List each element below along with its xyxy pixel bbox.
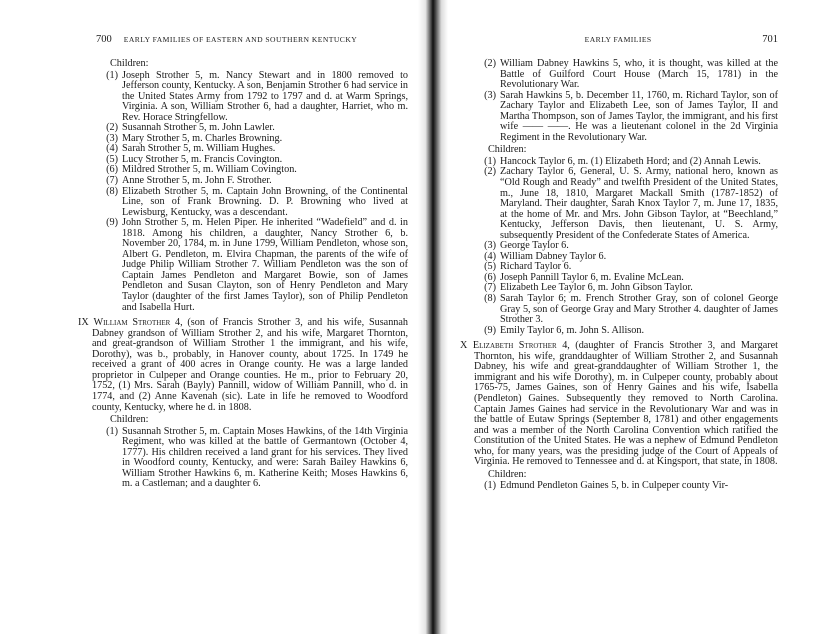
item-text: Lucy Strother 5, m. Francis Covington. <box>122 153 283 165</box>
item-text: Joseph Strother 5, m. Nancy Stewart and in 1800 removed to Jefferson county, Kentucky. A son, Benjamin Strother 6 had service in the United States Army from 1792 to 1797 and d. at Warm Springs, Virginia. A son, William Strother 6, had a daughter, Harriet, who m. Rev. Horace Stringfellow. <box>122 69 408 123</box>
item-text: Anne Strother 5, m. John F. Strother. <box>122 175 272 187</box>
left-page <box>78 34 408 490</box>
list-item <box>96 218 408 313</box>
item-number: (7) <box>106 175 118 187</box>
item-text: George Taylor 6. <box>500 240 569 252</box>
item-text: Zachary Taylor 6, General, U. S. Army, national hero, known as “Old Rough and Ready” and twelfth President of the United States, m., June 18, 1810, Margaret Mackall Smith (1787-1852) of Maryland. Their daughter, Sarah Knox Taylor 7, m. June 17, 1835, at the home of Mr. and Mrs. John Gibson Taylor, at “Beechland,” Kentucky, Jefferson Davis, then lieutenant, U. S. Army, subsequently President of the Confederate States of America. <box>500 166 778 241</box>
item-number: (3) <box>484 89 496 101</box>
list-item <box>96 71 408 124</box>
list-item <box>474 481 778 492</box>
item-number: (1) <box>484 155 496 167</box>
left-running-head <box>96 35 408 49</box>
list-item <box>474 294 778 326</box>
item-text: Richard Taylor 6. <box>500 261 572 273</box>
item-number: (4) <box>106 143 118 155</box>
item-text: William Dabney Taylor 6. <box>500 250 607 262</box>
item-number: (1) <box>484 480 496 492</box>
list-item <box>96 187 408 219</box>
right-running-head <box>474 35 778 49</box>
item-number: (9) <box>106 217 118 229</box>
item-number: (6) <box>106 164 118 176</box>
item-text: Sarah Hawkins 5, b. December 11, 1760, m. Richard Taylor, son of Zachary Taylor and Elizabeth Lee, son of James Taylor, II and Martha Thompson, son of James Taylor, the immigrant, and his first wife —— ——. He was a lieutenant colonel in the 2d Virginia Regiment in the Revolutionary War. <box>500 89 778 143</box>
item-text: Elizabeth Lee Taylor 6, m. John Gibson Taylor. <box>500 282 693 294</box>
entry-roman: IX <box>78 317 89 329</box>
list-item <box>474 59 778 91</box>
item-number: (8) <box>484 293 496 305</box>
children-heading: Children: <box>110 414 149 426</box>
item-text: Susannah Strother 5, m. Captain Moses Hawkins, of the 14th Virginia Regiment, who was killed at the battle of Germantown (October 4, 1777). His children received a land grant for his services. They lived in Woodford county, Kentucky, and were: Sarah Bailey Hawkins 6, William Strother Hawkins 6, m. Katherine Keith; Moses Hawkins 6, m. a Castleman; and a daughter 6. <box>122 425 408 490</box>
item-number: (2) <box>106 122 118 134</box>
item-number: (7) <box>484 282 496 294</box>
item-number: (9) <box>484 324 496 336</box>
item-text: Mildred Strother 5, m. William Covington. <box>122 164 297 176</box>
item-text: Emily Taylor 6, m. John S. Allison. <box>500 324 644 336</box>
item-text: John Strother 5, m. Helen Piper. He inherited “Wadefield” and d. in 1818. Among his children, a daughter, Nancy Strother 6, b. November 20, 1784, m. in June 1799, William Pendleton, whose son, Albert G. Pendleton, m. Elvira Chapman, the parents of the wife of Judge Philip William Strother 7. William Pendleton was the son of Captain James Pendleton and Margaret Bowie, son of James Pendleton and Susan Clayton, son of Henry Pendleton and Mary Taylor (daughter of the first James Taylor), son of Philip Pendleton and Isabella Hurt. <box>122 217 408 313</box>
item-number: (8) <box>106 185 118 197</box>
item-number: (1) <box>106 69 118 81</box>
children-heading: Children: <box>110 58 149 69</box>
item-text: Mary Strother 5, m. Charles Browning. <box>122 132 283 144</box>
list-item <box>474 167 778 241</box>
item-text: Susannah Strother 5, m. John Lawler. <box>122 122 275 134</box>
item-number: (3) <box>106 132 118 144</box>
list-item <box>96 176 408 187</box>
entry-name: Elizabeth Strother <box>472 340 557 352</box>
item-text: Joseph Pannill Taylor 6, m. Evaline McLean. <box>500 271 684 283</box>
item-number: (5) <box>106 153 118 165</box>
entry-x <box>460 341 778 468</box>
item-number: (6) <box>484 271 496 283</box>
page-number-right: 701 <box>762 34 778 45</box>
entry-text: 4, (daughter of Francis Strother 3, and Margaret Thornton, his wife, granddaughter of William Strother 2, and Susannah Dabney, his wife and great-granddaughter of William Strother 1, the immigrant and his wife Dorothy), m. in Culpeper county, probably about 1765-75, James Gaines, son of Henry Gaines and his wife, Isabella (Pendleton) Gaines. Subsequently they removed to North Carolina. Captain James Gaines had service in the Revolutionary War and was in the battle of Eutaw Springs (September 8, 1781) and other engagements and was a member of the North Carolina Convention which ratified the Constitution of the United States. He was a nephew of Edmund Pendleton who, for many years, was the presiding judge of the Court of Appeals of Virginia. He removed to Tennessee and d. at Kingsport, that state, in 1808. <box>474 340 778 468</box>
book-gutter <box>418 0 448 634</box>
children-heading: Children: <box>488 468 527 480</box>
item-text: Hancock Taylor 6, m. (1) Elizabeth Hord; and (2) Annah Lewis. <box>500 155 761 167</box>
item-number: (4) <box>484 250 496 262</box>
children-heading: Children: <box>488 144 527 156</box>
entry-name: William Strother <box>93 317 171 329</box>
list-item <box>474 326 778 337</box>
right-page <box>460 34 778 492</box>
item-number: (3) <box>484 240 496 252</box>
list-item <box>474 91 778 144</box>
entry-ix <box>78 318 408 413</box>
entry-text: 4, (son of Francis Strother 3, and his wife, Susannah Dabney grandson of William Strother 2, and his wife, Margaret Thornton, and great-grandson of William Strother 1 the immigrant, and his wife, Dorothy), was b., probably, in Hanover county, about 1725. In 1749 he received a grant of 400 acres in Orange county. He was a large landed proprietor in Culpeper and Orange counties. He m., prior to February 20, 1752, (1) Mrs. Sarah (Bayly) Pannill, widow of William Pannill, who d. in 1774, and (2) Anne Kavenah (sic). Late in life he removed to Woodford county, Kentucky, where he d. in 1808. <box>92 317 408 413</box>
item-text: William Dabney Hawkins 5, who, it is thought, was killed at the Battle of Guilford Court House (March 15, 1781) in the Revolutionary War. <box>500 58 778 91</box>
item-text: Elizabeth Strother 5, m. Captain John Browning, of the Continental Line, son of Frank Browning. D. P. Browning who lived at Lewisburg, Kentucky, was a descendant. <box>122 185 408 218</box>
item-text: Edmund Pendleton Gaines 5, b. in Culpeper county Vir- <box>500 480 729 492</box>
item-number: (2) <box>484 166 496 178</box>
entry-roman: X <box>460 340 468 352</box>
list-item <box>96 427 408 490</box>
item-text: Sarah Taylor 6; m. French Strother Gray, son of colonel George Gray 5, son of George Gray and Mary Strother 4. daughter of James Strother 3. <box>500 293 778 326</box>
running-head-title-right: EARLY FAMILIES <box>584 35 652 44</box>
item-text: Sarah Strother 5, m. William Hughes. <box>122 143 276 155</box>
item-number: (2) <box>484 58 496 69</box>
item-number: (5) <box>484 261 496 273</box>
page-number-left: 700 <box>96 34 112 45</box>
item-number: (1) <box>106 425 118 437</box>
running-head-title-left: EARLY FAMILIES OF EASTERN AND SOUTHERN KENTUCKY <box>123 35 358 44</box>
